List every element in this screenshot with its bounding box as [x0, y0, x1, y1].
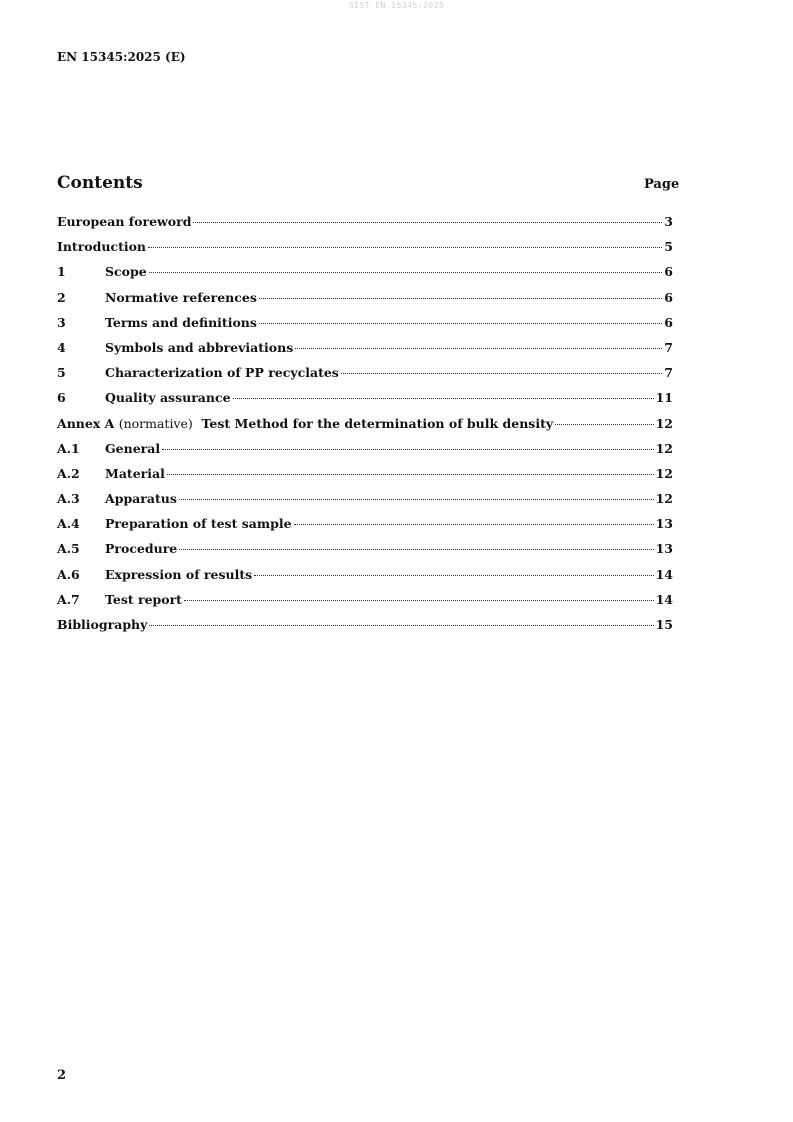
toc-entry-quality-assurance[interactable]	[57, 390, 673, 415]
toc-entry-page: 6	[664, 264, 673, 280]
toc-entry-number: 5	[57, 365, 66, 381]
annex-label: Annex A	[57, 415, 115, 431]
toc-entry-number: 3	[57, 314, 66, 330]
toc-entry-number: A.4	[57, 516, 80, 532]
toc-entry-title: Introduction	[57, 239, 147, 255]
toc-entry-number: 1	[57, 264, 66, 280]
toc-entry-title: European foreword	[57, 214, 192, 229]
toc-entry-introduction[interactable]	[57, 239, 673, 264]
toc-entry-number: A.1	[57, 440, 80, 456]
toc-entry-scope[interactable]	[57, 264, 673, 289]
dot-leader	[233, 398, 654, 399]
toc-entry-page: 13	[655, 516, 673, 532]
dot-leader	[254, 575, 653, 576]
toc-entry-page: 6	[664, 314, 673, 330]
dot-leader	[167, 474, 654, 475]
toc-entry-annex-a[interactable]	[57, 416, 673, 441]
dot-leader	[193, 222, 662, 223]
toc-entry-title: Material	[105, 465, 165, 481]
dot-leader	[555, 424, 653, 425]
dot-leader	[179, 549, 653, 550]
toc-entry-number: A.3	[57, 491, 80, 507]
dot-leader	[149, 625, 653, 626]
toc-entry-number: A.6	[57, 566, 80, 582]
toc-entry-title: Terms and definitions	[105, 314, 257, 330]
toc-entry-number: 6	[57, 390, 66, 406]
toc-entry-page: 5	[664, 239, 673, 255]
toc-entry-title: Characterization of PP recyclates	[105, 365, 339, 381]
toc-entry-title: Procedure	[105, 541, 178, 557]
toc-entry-a5-procedure[interactable]	[57, 541, 673, 566]
toc-entry-symbols-and-abbreviations[interactable]	[57, 340, 673, 365]
toc-entry-title: Expression of results	[105, 566, 253, 582]
dot-leader	[179, 499, 654, 500]
toc-entry-page: 7	[664, 339, 673, 355]
dot-leader	[149, 272, 663, 273]
toc-entry-a7-test-report[interactable]	[57, 592, 673, 617]
document-id: EN 15345:2025 (E)	[57, 50, 186, 64]
dot-leader	[341, 373, 662, 374]
toc-entry-number: 4	[57, 339, 66, 355]
toc-entry-title: Apparatus	[105, 491, 177, 507]
toc-entry-bibliography[interactable]	[57, 617, 673, 642]
toc-entry-number: A.7	[57, 591, 80, 607]
dot-leader	[295, 348, 662, 349]
toc-entry-page: 12	[655, 415, 673, 431]
toc-entry-title: Test report	[105, 591, 182, 607]
watermark: SIST EN 15345:2025	[348, 1, 445, 10]
toc-entry-page: 12	[655, 465, 673, 481]
toc-entry-page: 7	[664, 365, 673, 381]
toc-entry-a2-material[interactable]	[57, 466, 673, 491]
table-of-contents	[57, 214, 673, 642]
toc-entry-a4-preparation[interactable]	[57, 516, 673, 541]
toc-entry-page: 13	[655, 541, 673, 557]
dot-leader	[162, 449, 653, 450]
toc-entry-page: 15	[655, 617, 673, 632]
toc-entry-title: General	[105, 440, 161, 456]
dot-leader	[259, 298, 662, 299]
toc-entry-title: Scope	[105, 264, 147, 280]
toc-entry-characterization[interactable]	[57, 365, 673, 390]
page-number: 2	[57, 1068, 67, 1083]
toc-entry-a3-apparatus[interactable]	[57, 491, 673, 516]
toc-entry-page: 12	[655, 491, 673, 507]
toc-entry-number: A.2	[57, 465, 80, 481]
toc-entry-a1-general[interactable]	[57, 441, 673, 466]
annex-qualifier: (normative)	[118, 415, 193, 431]
page-column-heading: Page	[644, 177, 680, 192]
toc-entry-page: 3	[664, 214, 673, 229]
dot-leader	[184, 600, 654, 601]
toc-entry-title: Normative references	[105, 289, 257, 305]
toc-entry-page: 11	[655, 390, 673, 406]
toc-entry-title	[57, 416, 553, 431]
toc-entry-page: 6	[664, 289, 673, 305]
toc-entry-page: 14	[655, 591, 673, 607]
toc-entry-title: Preparation of test sample	[105, 516, 292, 532]
toc-entry-page: 12	[655, 440, 673, 456]
toc-entry-terms-and-definitions[interactable]	[57, 315, 673, 340]
toc-entry-title: Symbols and abbreviations	[105, 339, 294, 355]
toc-entry-title: Quality assurance	[105, 390, 231, 406]
toc-entry-european-foreword[interactable]	[57, 214, 673, 239]
dot-leader	[259, 323, 662, 324]
annex-title: Test Method for the determination of bulk density	[201, 415, 554, 431]
toc-entry-number: A.5	[57, 541, 80, 557]
dot-leader	[294, 524, 654, 525]
contents-heading: Contents	[57, 173, 143, 193]
toc-entry-page: 14	[655, 566, 673, 582]
toc-entry-a6-expression-of-results[interactable]	[57, 567, 673, 592]
toc-entry-title: Bibliography	[57, 617, 148, 632]
dot-leader	[148, 247, 662, 248]
toc-entry-normative-references[interactable]	[57, 290, 673, 315]
toc-entry-number: 2	[57, 289, 66, 305]
